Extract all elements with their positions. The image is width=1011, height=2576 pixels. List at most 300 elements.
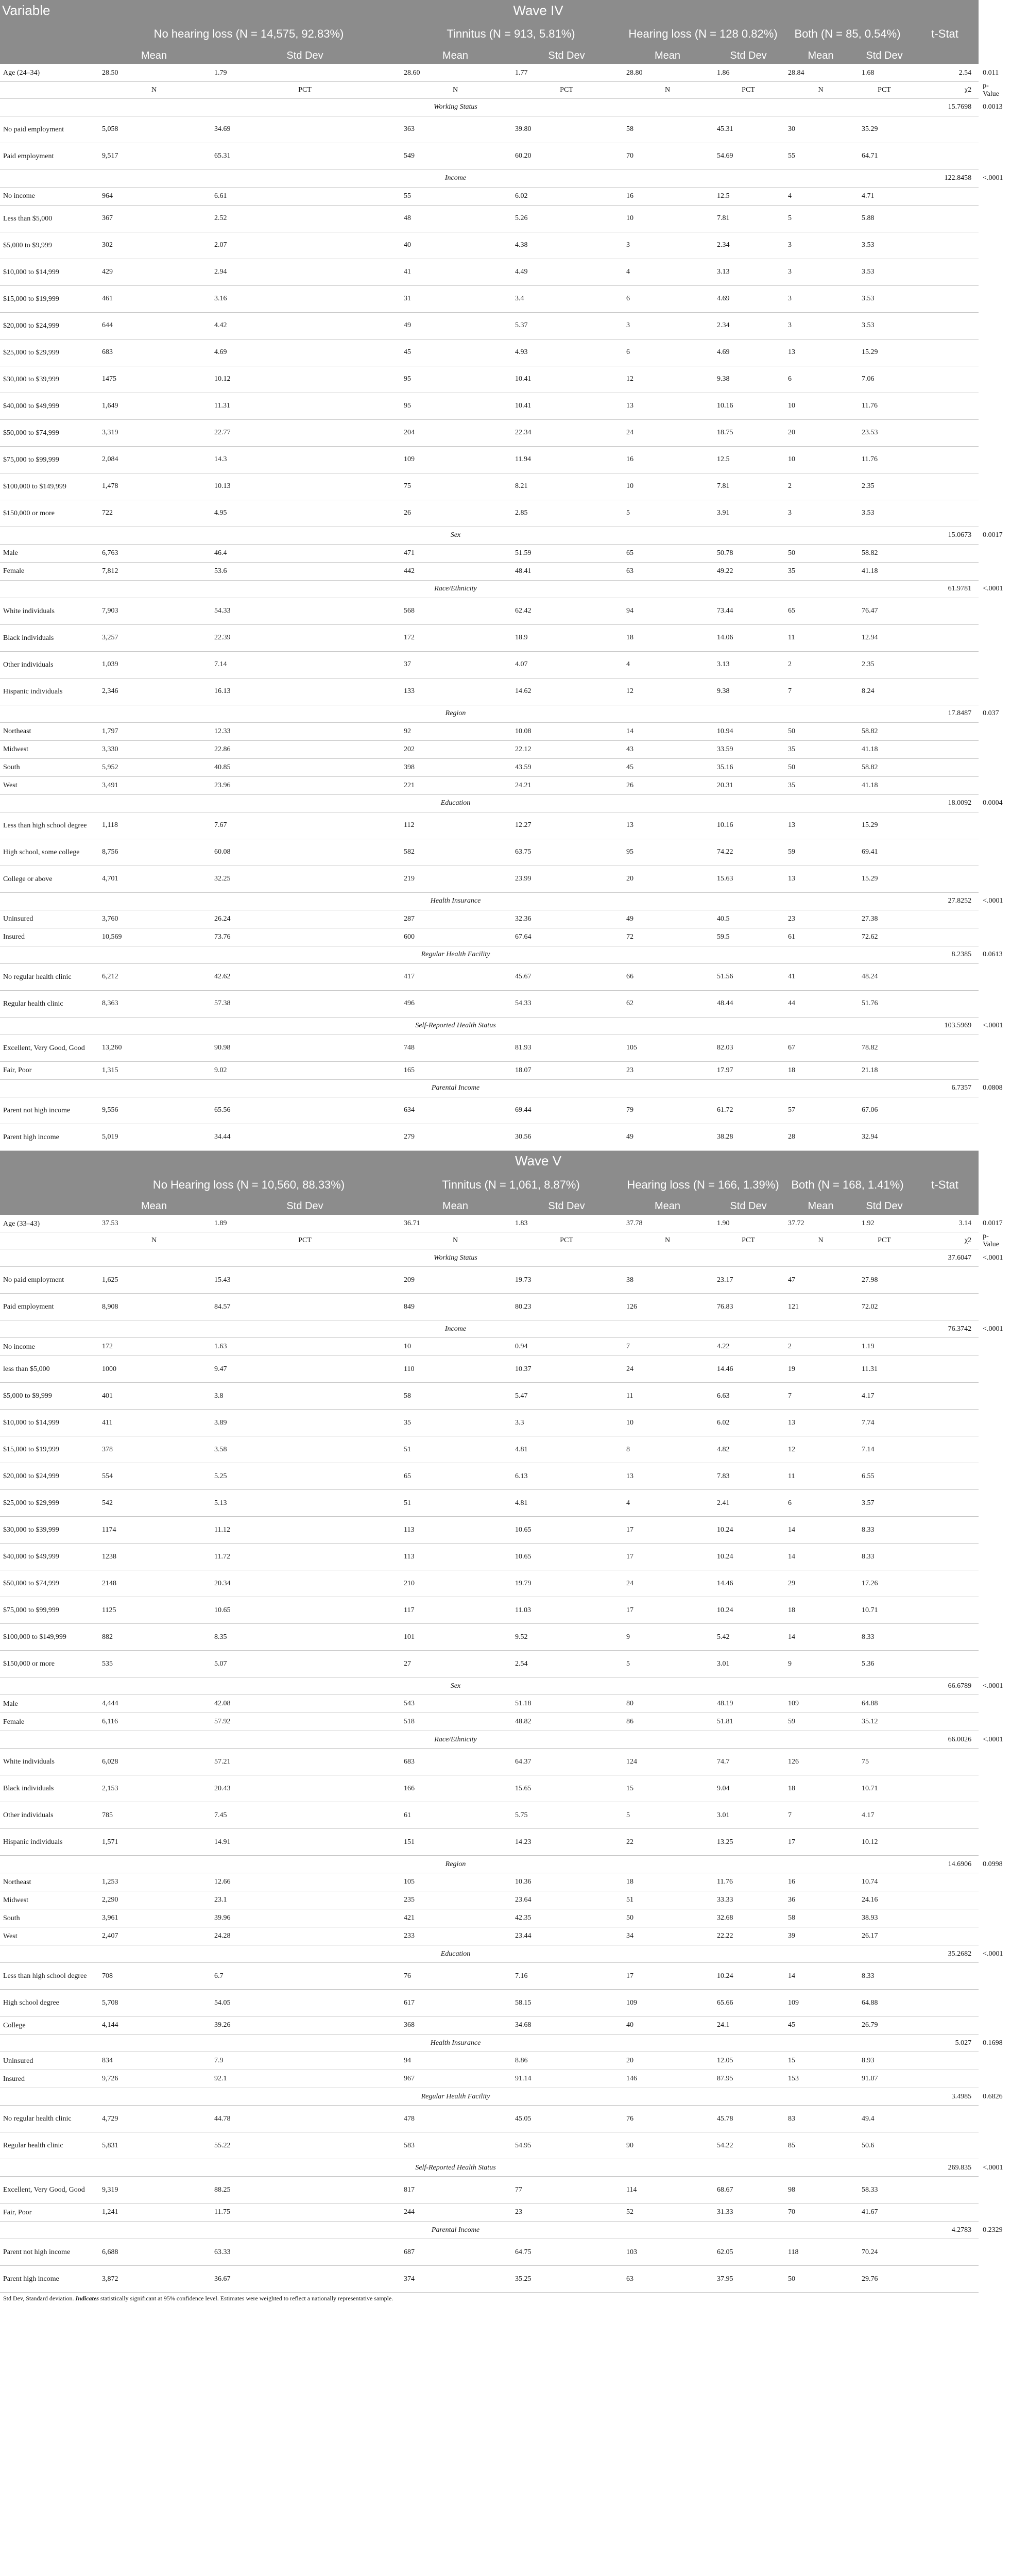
stat-cell-blank — [911, 624, 979, 651]
data-cell: 683 — [98, 339, 210, 366]
wave-title: Wave IV — [98, 0, 979, 21]
data-cell: 14.23 — [511, 1829, 622, 1856]
data-cell: 6.13 — [511, 1463, 622, 1490]
data-cell: 39 — [784, 1927, 858, 1945]
table-row — [0, 1294, 979, 1320]
data-cell: 63 — [622, 2266, 713, 2293]
data-cell: 45.67 — [511, 963, 622, 990]
data-cell: 6,028 — [98, 1749, 210, 1775]
data-cell: 554 — [98, 1463, 210, 1490]
data-cell: 50 — [784, 544, 858, 562]
section-row: Race/Ethnicity 66.0026 <.0001 — [0, 1731, 979, 1749]
data-cell: 7.9 — [210, 2052, 400, 2070]
data-cell: 10.71 — [858, 1775, 911, 1802]
variable-header-blank — [0, 21, 98, 47]
count-header-cell: PCT — [858, 1232, 911, 1249]
table-row — [0, 2204, 979, 2222]
data-cell: 23 — [511, 2204, 622, 2222]
data-cell: 37.72 — [784, 1215, 858, 1232]
data-cell: 32.36 — [511, 910, 622, 928]
count-header-cell: N — [98, 1232, 210, 1249]
data-cell: 3 — [784, 259, 858, 285]
data-cell: 41 — [784, 963, 858, 990]
data-cell: 3,319 — [98, 419, 210, 446]
data-cell: 1.79 — [210, 64, 400, 81]
data-cell: 42.62 — [210, 963, 400, 990]
data-cell: 1,571 — [98, 1829, 210, 1856]
data-cell: 1,315 — [98, 1061, 210, 1079]
row-label: Uninsured — [0, 2052, 98, 2070]
stat-cell-blank — [911, 990, 979, 1017]
data-cell: 166 — [400, 1775, 511, 1802]
data-cell: 2 — [784, 1338, 858, 1356]
stat-cell-blank — [911, 1802, 979, 1829]
stat-cell-blank — [911, 1713, 979, 1731]
data-cell: 11.12 — [210, 1517, 400, 1544]
data-cell: 51.56 — [713, 963, 784, 990]
data-cell: 22.34 — [511, 419, 622, 446]
table-row — [0, 1490, 979, 1517]
data-cell: 57.21 — [210, 1749, 400, 1775]
data-cell: 5 — [622, 1802, 713, 1829]
row-label: $25,000 to $29,999 — [0, 1490, 98, 1517]
data-cell: 13 — [622, 1463, 713, 1490]
data-cell: 49 — [622, 910, 713, 928]
count-header-cell: PCT — [511, 1232, 622, 1249]
stat-cell-blank — [911, 1061, 979, 1079]
data-cell: 4.82 — [713, 1436, 784, 1463]
data-cell: 209 — [400, 1267, 511, 1294]
group-header: Both (N = 85, 0.54%) — [784, 21, 911, 47]
row-label: $15,000 to $19,999 — [0, 285, 98, 312]
table-row — [0, 1695, 979, 1713]
data-cell: 9.38 — [713, 366, 784, 393]
data-cell: 28.84 — [784, 64, 858, 81]
data-cell: 221 — [400, 776, 511, 794]
data-cell: 22.77 — [210, 419, 400, 446]
row-label: South — [0, 758, 98, 776]
stat-cell-blank — [911, 1651, 979, 1677]
data-cell: 1,649 — [98, 393, 210, 419]
data-cell: 54.33 — [210, 598, 400, 624]
row-label: $15,000 to $19,999 — [0, 1436, 98, 1463]
data-cell: 26.17 — [858, 1927, 911, 1945]
row-label: West — [0, 1927, 98, 1945]
stat-cell-blank — [911, 143, 979, 170]
data-cell: 45.05 — [511, 2106, 622, 2132]
data-cell: 374 — [400, 2266, 511, 2293]
data-cell: 49 — [400, 312, 511, 339]
table-row — [0, 1963, 979, 1990]
count-header-cell: PCT — [210, 81, 400, 98]
data-cell: 17 — [622, 1517, 713, 1544]
stat-cell-blank — [911, 776, 979, 794]
data-cell: 15.29 — [858, 866, 911, 892]
data-cell: 48.19 — [713, 1695, 784, 1713]
data-cell: 19.79 — [511, 1570, 622, 1597]
data-cell: 67.64 — [511, 928, 622, 946]
data-cell: 3 — [622, 232, 713, 259]
stat-cell-blank — [911, 232, 979, 259]
row-label: less than $5,000 — [0, 1356, 98, 1383]
data-cell: 12.5 — [713, 446, 784, 473]
row-label: $75,000 to $99,999 — [0, 1597, 98, 1624]
row-label: Northeast — [0, 1873, 98, 1891]
data-cell: 14.46 — [713, 1570, 784, 1597]
data-cell: 65.31 — [210, 143, 400, 170]
row-label: No regular health clinic — [0, 963, 98, 990]
data-cell: 18.75 — [713, 419, 784, 446]
stat-cell: 66.6789 — [911, 1677, 979, 1695]
stat-cell-blank — [911, 1963, 979, 1990]
data-cell: 32.94 — [858, 1124, 911, 1150]
table-row — [0, 544, 979, 562]
data-cell: 4.69 — [713, 285, 784, 312]
count-header-cell: PCT — [858, 81, 911, 98]
data-cell: 64.88 — [858, 1695, 911, 1713]
table-row — [0, 928, 979, 946]
data-cell: 5.13 — [210, 1490, 400, 1517]
data-cell: 5.88 — [858, 205, 911, 232]
table-row — [0, 651, 979, 678]
data-cell: 4.69 — [713, 339, 784, 366]
row-label: South — [0, 1909, 98, 1927]
stat-cell-blank — [911, 1383, 979, 1410]
data-cell: 91.14 — [511, 2070, 622, 2088]
data-cell: 11.76 — [858, 393, 911, 419]
table-row — [0, 678, 979, 705]
data-cell: 7,812 — [98, 562, 210, 580]
data-cell: 39.26 — [210, 2016, 400, 2035]
row-label: $25,000 to $29,999 — [0, 339, 98, 366]
data-cell: 67.06 — [858, 1097, 911, 1124]
data-cell: 287 — [400, 910, 511, 928]
table-footnote — [0, 2293, 979, 2304]
data-cell: 23.44 — [511, 1927, 622, 1945]
data-cell: 65.56 — [210, 1097, 400, 1124]
mean-header: Mean — [622, 47, 713, 64]
data-cell: 26.24 — [210, 910, 400, 928]
stat-cell-blank — [911, 2070, 979, 2088]
data-cell: 19.73 — [511, 1267, 622, 1294]
data-cell: 48.82 — [511, 1713, 622, 1731]
table-row — [0, 963, 979, 990]
data-cell: 48.24 — [858, 963, 911, 990]
data-cell: 12.5 — [713, 187, 784, 205]
data-cell: 4.95 — [210, 500, 400, 527]
data-cell: 568 — [400, 598, 511, 624]
count-header-row: N PCT N PCT N PCT N PCT χ2 p-Value — [0, 1232, 979, 1249]
data-cell: 19 — [784, 1356, 858, 1383]
data-cell: 6.02 — [713, 1410, 784, 1436]
data-cell: 8.21 — [511, 473, 622, 500]
data-cell: 41.67 — [858, 2204, 911, 2222]
data-cell: 1.77 — [511, 64, 622, 81]
row-label: $100,000 to $149,999 — [0, 473, 98, 500]
data-cell: 708 — [98, 1963, 210, 1990]
data-cell: 7 — [784, 678, 858, 705]
data-cell: 55.22 — [210, 2132, 400, 2159]
data-cell: 61.72 — [713, 1097, 784, 1124]
data-cell: 24.1 — [713, 2016, 784, 2035]
data-cell: 10.36 — [511, 1873, 622, 1891]
data-cell: 10.12 — [210, 366, 400, 393]
data-cell: 398 — [400, 758, 511, 776]
data-cell: 6,212 — [98, 963, 210, 990]
data-cell: 73.44 — [713, 598, 784, 624]
stat-cell: 17.8487 — [911, 705, 979, 722]
sd-header: Std Dev — [511, 1198, 622, 1215]
data-cell: 10.24 — [713, 1544, 784, 1570]
section-row: Income 76.3742 <.0001 — [0, 1320, 979, 1338]
group-header-row: No Hearing loss (N = 10,560, 88.33%) Tinnitus (N = 1,061, 8.87%) Hearing loss (N = 166, 1.39%) Both (N = 168, 1.41%) t-Stat p-Value — [0, 1172, 979, 1198]
data-cell: 6.63 — [713, 1383, 784, 1410]
stat-cell-blank — [911, 419, 979, 446]
data-cell: 16 — [622, 187, 713, 205]
table-row — [0, 446, 979, 473]
stat-cell-blank — [911, 312, 979, 339]
row-label: Fair, Poor — [0, 2204, 98, 2222]
data-cell: 58.82 — [858, 722, 911, 740]
data-cell: 35.12 — [858, 1713, 911, 1731]
data-cell: 10.24 — [713, 1597, 784, 1624]
data-cell: 76.83 — [713, 1294, 784, 1320]
stat-cell-blank — [911, 187, 979, 205]
footnote-emphasis: Indicates — [75, 2295, 99, 2302]
data-cell: 146 — [622, 2070, 713, 2088]
table-row — [0, 740, 979, 758]
age-row: Age (33–43) 37.53 1.89 36.71 1.83 37.78 1.90 37.72 1.92 3.14 0.0017 — [0, 1215, 979, 1232]
section-title: Race/Ethnicity — [0, 580, 911, 598]
data-cell: 4 — [622, 1490, 713, 1517]
data-cell: 42.35 — [511, 1909, 622, 1927]
data-cell: 5.47 — [511, 1383, 622, 1410]
data-cell: 7 — [784, 1383, 858, 1410]
data-cell: 63.75 — [511, 839, 622, 866]
stat-header: t-Stat — [911, 1172, 979, 1198]
data-cell: 4 — [622, 651, 713, 678]
row-label: Parent not high income — [0, 1097, 98, 1124]
table-row — [0, 2266, 979, 2293]
data-cell: 10 — [784, 446, 858, 473]
table-row — [0, 1802, 979, 1829]
row-label: Midwest — [0, 1891, 98, 1909]
data-cell: 8.33 — [858, 1624, 911, 1651]
data-cell: 9.52 — [511, 1624, 622, 1651]
data-cell: 4.81 — [511, 1436, 622, 1463]
row-label: $10,000 to $14,999 — [0, 259, 98, 285]
mean-header: Mean — [784, 1198, 858, 1215]
data-cell: 8,908 — [98, 1294, 210, 1320]
data-cell: 109 — [784, 1990, 858, 2016]
data-cell: 62.42 — [511, 598, 622, 624]
table-row — [0, 1544, 979, 1570]
data-cell: 75 — [400, 473, 511, 500]
data-cell: 58 — [784, 1909, 858, 1927]
table-row — [0, 910, 979, 928]
section-title: Regular Health Facility — [0, 946, 911, 963]
footnote-text: Std Dev, Standard deviation. — [3, 2295, 76, 2302]
data-cell: 35.25 — [511, 2266, 622, 2293]
data-cell: 2.07 — [210, 232, 400, 259]
data-cell: 543 — [400, 1695, 511, 1713]
data-cell: 7 — [622, 1338, 713, 1356]
data-cell: 45.78 — [713, 2106, 784, 2132]
data-cell: 20 — [622, 866, 713, 892]
data-cell: 98 — [784, 2177, 858, 2204]
row-label: Excellent, Very Good, Good — [0, 1035, 98, 1061]
data-cell: 30.56 — [511, 1124, 622, 1150]
data-cell: 442 — [400, 562, 511, 580]
variable-blank — [0, 81, 98, 98]
stat-cell-blank — [911, 473, 979, 500]
data-cell: 58.15 — [511, 1990, 622, 2016]
data-cell: 36 — [784, 1891, 858, 1909]
data-cell: 28.60 — [400, 64, 511, 81]
data-cell: 10.41 — [511, 366, 622, 393]
data-cell: 57 — [784, 1097, 858, 1124]
data-cell: 28.80 — [622, 64, 713, 81]
data-cell: 4,729 — [98, 2106, 210, 2132]
table-row — [0, 758, 979, 776]
data-cell: 14 — [622, 722, 713, 740]
data-cell: 7.81 — [713, 473, 784, 500]
data-cell: 3.13 — [713, 651, 784, 678]
data-cell: 11.76 — [858, 446, 911, 473]
row-label: $20,000 to $24,999 — [0, 312, 98, 339]
data-cell: 10.24 — [713, 1963, 784, 1990]
data-cell: 63 — [622, 562, 713, 580]
data-cell: 12.66 — [210, 1873, 400, 1891]
stat-cell-blank — [911, 1410, 979, 1436]
table-row — [0, 1517, 979, 1544]
data-cell: 13 — [784, 339, 858, 366]
stat-cell-blank — [911, 1749, 979, 1775]
data-cell: 367 — [98, 205, 210, 232]
data-cell: 1238 — [98, 1544, 210, 1570]
data-cell: 105 — [400, 1873, 511, 1891]
section-row: Regular Health Facility 8.2385 0.0613 — [0, 946, 979, 963]
count-header-cell: PCT — [713, 1232, 784, 1249]
data-cell: 70 — [784, 2204, 858, 2222]
data-cell: 2.85 — [511, 500, 622, 527]
data-cell: 7.45 — [210, 1802, 400, 1829]
data-cell: 29.76 — [858, 2266, 911, 2293]
data-cell: 55 — [784, 143, 858, 170]
data-cell: 7.14 — [858, 1436, 911, 1463]
variable-header-blank — [0, 1172, 98, 1198]
data-cell: 95 — [400, 393, 511, 419]
stat-cell-blank — [911, 598, 979, 624]
count-header-cell: N — [784, 81, 858, 98]
data-cell: 5,708 — [98, 1990, 210, 2016]
stat-cell-blank — [911, 1597, 979, 1624]
data-cell: 153 — [784, 2070, 858, 2088]
data-cell: 27 — [400, 1651, 511, 1677]
data-cell: 461 — [98, 285, 210, 312]
data-cell: 7,903 — [98, 598, 210, 624]
data-cell: 3.16 — [210, 285, 400, 312]
data-cell: 6,688 — [98, 2239, 210, 2266]
data-cell: 95 — [400, 366, 511, 393]
section-title: Working Status — [0, 98, 911, 116]
data-cell: 88.25 — [210, 2177, 400, 2204]
table-row — [0, 419, 979, 446]
section-title: Sex — [0, 527, 911, 544]
data-cell: 6,763 — [98, 544, 210, 562]
data-cell: 33.33 — [713, 1891, 784, 1909]
data-cell: 687 — [400, 2239, 511, 2266]
data-cell: 5,952 — [98, 758, 210, 776]
data-cell: 27.38 — [858, 910, 911, 928]
data-cell: 429 — [98, 259, 210, 285]
table-row — [0, 562, 979, 580]
data-cell: 4 — [622, 259, 713, 285]
data-cell: 82.03 — [713, 1035, 784, 1061]
sd-header: Std Dev — [858, 47, 911, 64]
chi2-header: χ2 — [911, 81, 979, 98]
data-cell: 9,726 — [98, 2070, 210, 2088]
data-cell: 109 — [784, 1695, 858, 1713]
data-cell: 10,569 — [98, 928, 210, 946]
data-cell: 18 — [622, 1873, 713, 1891]
data-cell: 18.9 — [511, 624, 622, 651]
table-row — [0, 1624, 979, 1651]
data-cell: 26.79 — [858, 2016, 911, 2035]
data-cell: 28.50 — [98, 64, 210, 81]
data-cell: 22.22 — [713, 1927, 784, 1945]
data-cell: 204 — [400, 419, 511, 446]
data-cell: 4.93 — [511, 339, 622, 366]
stat-cell-blank — [911, 116, 979, 143]
data-cell: 2,084 — [98, 446, 210, 473]
section-title: Race/Ethnicity — [0, 1731, 911, 1749]
stat-cell-blank — [911, 1695, 979, 1713]
sd-header: Std Dev — [511, 47, 622, 64]
data-cell: 10.16 — [713, 393, 784, 419]
table-row — [0, 624, 979, 651]
data-cell: 14.91 — [210, 1829, 400, 1856]
count-header-cell: N — [622, 1232, 713, 1249]
data-cell: 13 — [622, 393, 713, 419]
table-row — [0, 1891, 979, 1909]
stat-cell-blank — [911, 1927, 979, 1945]
data-cell: 849 — [400, 1294, 511, 1320]
data-cell: 4.22 — [713, 1338, 784, 1356]
data-cell: 78.82 — [858, 1035, 911, 1061]
data-cell: 70 — [622, 143, 713, 170]
stat-cell-blank — [911, 1873, 979, 1891]
stat-cell: 15.0673 — [911, 527, 979, 544]
table-row — [0, 1436, 979, 1463]
data-cell: 41.18 — [858, 740, 911, 758]
stat-cell-blank — [911, 1124, 979, 1150]
mean-header: Mean — [98, 1198, 210, 1215]
data-cell: 11.03 — [511, 1597, 622, 1624]
table-row — [0, 1873, 979, 1891]
data-cell: 22 — [622, 1829, 713, 1856]
data-cell: 4,701 — [98, 866, 210, 892]
row-label: No paid employment — [0, 116, 98, 143]
stat-cell-blank — [911, 1829, 979, 1856]
data-cell: 114 — [622, 2177, 713, 2204]
stat-cell-blank — [911, 2016, 979, 2035]
row-label: Insured — [0, 2070, 98, 2088]
data-cell: 126 — [784, 1749, 858, 1775]
stat-cell-blank — [911, 1544, 979, 1570]
data-cell: 65 — [784, 598, 858, 624]
data-cell: 10.37 — [511, 1356, 622, 1383]
